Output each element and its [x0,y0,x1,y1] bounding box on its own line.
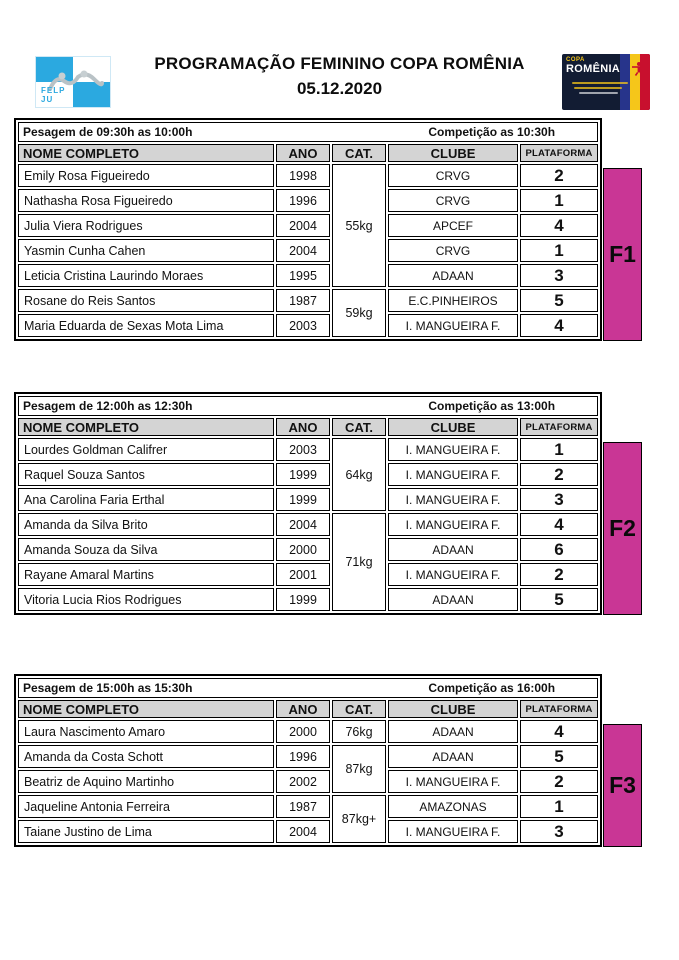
club-cell: ADAAN [388,538,518,561]
logo-fineprint-lines [572,82,628,97]
birth-year-cell: 2004 [276,214,330,237]
session-f2 [14,392,659,615]
col-header-nome: NOME COMPLETO [18,700,274,718]
athlete-name-cell: Leticia Cristina Laurindo Moraes [18,264,274,287]
athlete-row [18,264,598,287]
col-header-ano: ANO [276,144,330,162]
platform-number-cell: 1 [520,239,598,262]
felp-ju-logo [35,56,111,108]
col-header-nome: NOME COMPLETO [18,144,274,162]
athlete-name-cell: Nathasha Rosa Figueiredo [18,189,274,212]
col-header-nome: NOME COMPLETO [18,418,274,436]
platform-number-cell: 3 [520,264,598,287]
times-cell [18,122,598,142]
athlete-row [18,820,598,843]
athlete-name-cell: Maria Eduarda de Sexas Mota Lima [18,314,274,337]
platform-number-cell: 1 [520,189,598,212]
birth-year-cell: 2000 [276,538,330,561]
session-f3 [14,674,659,847]
birth-year-cell: 1996 [276,745,330,768]
weight-category-cell: 59kg [332,289,386,337]
club-cell: I. MANGUEIRA F. [388,563,518,586]
club-cell: ADAAN [388,720,518,743]
birth-year-cell: 2003 [276,314,330,337]
club-cell: ADAAN [388,745,518,768]
athlete-name-cell: Jaqueline Antonia Ferreira [18,795,274,818]
platform-number-cell: 2 [520,770,598,793]
birth-year-cell: 2000 [276,720,330,743]
birth-year-cell: 2004 [276,820,330,843]
birth-year-cell: 2004 [276,239,330,262]
birth-year-cell: 2001 [276,563,330,586]
club-cell: CRVG [388,164,518,187]
times-cell [18,396,598,416]
col-header-cat: CAT. [332,418,386,436]
athlete-name-cell: Julia Viera Rodrigues [18,214,274,237]
weight-category-cell: 55kg [332,164,386,287]
flight-bar-f3 [603,724,642,847]
athlete-name-cell: Laura Nascimento Amaro [18,720,274,743]
athlete-name-cell: Ana Carolina Faria Erthal [18,488,274,511]
weight-category-cell: 87kg [332,745,386,793]
birth-year-cell: 1987 [276,289,330,312]
club-cell: APCEF [388,214,518,237]
club-cell: I. MANGUEIRA F. [388,438,518,461]
col-header-ano: ANO [276,418,330,436]
club-cell: ADAAN [388,264,518,287]
athlete-row [18,795,598,818]
athlete-name-cell: Emily Rosa Figueiredo [18,164,274,187]
logo-text-quadrant [36,82,73,107]
athlete-row [18,770,598,793]
schedule-table-f3 [14,674,602,847]
weighin-time-label: Pesagem de 09:30h as 10:00h [23,125,193,139]
weight-category-cell: 76kg [332,720,386,743]
athlete-row [18,588,598,611]
schedule-table-f2 [14,392,602,615]
athlete-name-cell: Lourdes Goldman Califrer [18,438,274,461]
times-cell [18,678,598,698]
birth-year-cell: 1996 [276,189,330,212]
event-date: 05.12.2020 [296,79,383,98]
athlete-row [18,513,598,536]
birth-year-cell: 1999 [276,588,330,611]
col-header-clube: CLUBE [388,700,518,718]
athlete-row [18,438,598,461]
platform-number-cell: 2 [520,563,598,586]
platform-number-cell: 4 [520,513,598,536]
club-cell: ADAAN [388,588,518,611]
birth-year-cell: 2003 [276,438,330,461]
col-header-clube: CLUBE [388,144,518,162]
platform-number-cell: 4 [520,214,598,237]
platform-number-cell: 2 [520,463,598,486]
club-cell: I. MANGUEIRA F. [388,513,518,536]
athlete-name-cell: Amanda da Costa Schott [18,745,274,768]
club-cell: CRVG [388,239,518,262]
athlete-row [18,189,598,212]
copa-romenia-logo [562,54,650,110]
column-header-row [18,418,598,436]
flight-label: F1 [609,241,636,267]
platform-number-cell: 4 [520,314,598,337]
club-cell: I. MANGUEIRA F. [388,314,518,337]
session-f1 [14,118,659,341]
club-cell: I. MANGUEIRA F. [388,820,518,843]
birth-year-cell: 2002 [276,770,330,793]
felp-ju-label: FELP JU [41,86,66,104]
athlete-row [18,239,598,262]
birth-year-cell: 1998 [276,164,330,187]
athlete-row [18,745,598,768]
club-cell: CRVG [388,189,518,212]
club-cell: E.C.PINHEIROS [388,289,518,312]
athlete-name-cell: Amanda da Silva Brito [18,513,274,536]
weighin-time-label: Pesagem de 12:00h as 12:30h [23,399,193,413]
club-cell: AMAZONAS [388,795,518,818]
athlete-name-cell: Raquel Souza Santos [18,463,274,486]
flight-label: F2 [609,515,636,541]
weightlifter-icon [630,60,648,76]
col-header-plataforma: PLATAFORMA [520,418,598,436]
club-cell: I. MANGUEIRA F. [388,770,518,793]
weight-category-cell: 71kg [332,513,386,611]
page-title: PROGRAMAÇÃO FEMININO COPA ROMÊNIA [154,54,525,73]
platform-number-cell: 1 [520,438,598,461]
times-row [18,678,598,698]
platform-number-cell: 2 [520,164,598,187]
col-header-cat: CAT. [332,144,386,162]
copa-word: COPA [566,57,585,63]
document-header [0,52,679,114]
flight-label: F3 [609,772,636,798]
col-header-plataforma: PLATAFORMA [520,700,598,718]
platform-number-cell: 5 [520,289,598,312]
athlete-name-cell: Beatriz de Aquino Martinho [18,770,274,793]
competition-time-label: Competição as 16:00h [428,681,556,695]
platform-number-cell: 3 [520,488,598,511]
birth-year-cell: 2004 [276,513,330,536]
athlete-row [18,720,598,743]
times-row [18,122,598,142]
competition-time-label: Competição as 13:00h [428,399,556,413]
platform-number-cell: 1 [520,795,598,818]
col-header-cat: CAT. [332,700,386,718]
flight-bar-f2 [603,442,642,615]
weight-category-cell: 64kg [332,438,386,511]
club-cell: I. MANGUEIRA F. [388,488,518,511]
athlete-row [18,488,598,511]
platform-number-cell: 5 [520,588,598,611]
athlete-row [18,314,598,337]
birth-year-cell: 1999 [276,463,330,486]
weight-category-cell: 87kg+ [332,795,386,843]
platform-number-cell: 5 [520,745,598,768]
athlete-row [18,289,598,312]
athlete-name-cell: Rayane Amaral Martins [18,563,274,586]
athlete-name-cell: Rosane do Reis Santos [18,289,274,312]
col-header-ano: ANO [276,700,330,718]
col-header-plataforma: PLATAFORMA [520,144,598,162]
athlete-name-cell: Vitoria Lucia Rios Rodrigues [18,588,274,611]
column-header-row [18,700,598,718]
athlete-name-cell: Yasmin Cunha Cahen [18,239,274,262]
romenia-word: ROMÊNIA [566,63,621,75]
birth-year-cell: 1987 [276,795,330,818]
athlete-name-cell: Amanda Souza da Silva [18,538,274,561]
schedule-table-f1 [14,118,602,341]
competition-time-label: Competição as 10:30h [428,125,556,139]
platform-number-cell: 4 [520,720,598,743]
club-cell: I. MANGUEIRA F. [388,463,518,486]
times-row [18,396,598,416]
athlete-row [18,538,598,561]
birth-year-cell: 1999 [276,488,330,511]
birth-year-cell: 1995 [276,264,330,287]
col-header-clube: CLUBE [388,418,518,436]
title-block [120,54,559,99]
athlete-row [18,463,598,486]
column-header-row [18,144,598,162]
weighin-time-label: Pesagem de 15:00h as 15:30h [23,681,193,695]
platform-number-cell: 3 [520,820,598,843]
flight-bar-f1 [603,168,642,341]
athlete-row [18,164,598,187]
athlete-row [18,214,598,237]
platform-number-cell: 6 [520,538,598,561]
athlete-name-cell: Taiane Justino de Lima [18,820,274,843]
athlete-row [18,563,598,586]
